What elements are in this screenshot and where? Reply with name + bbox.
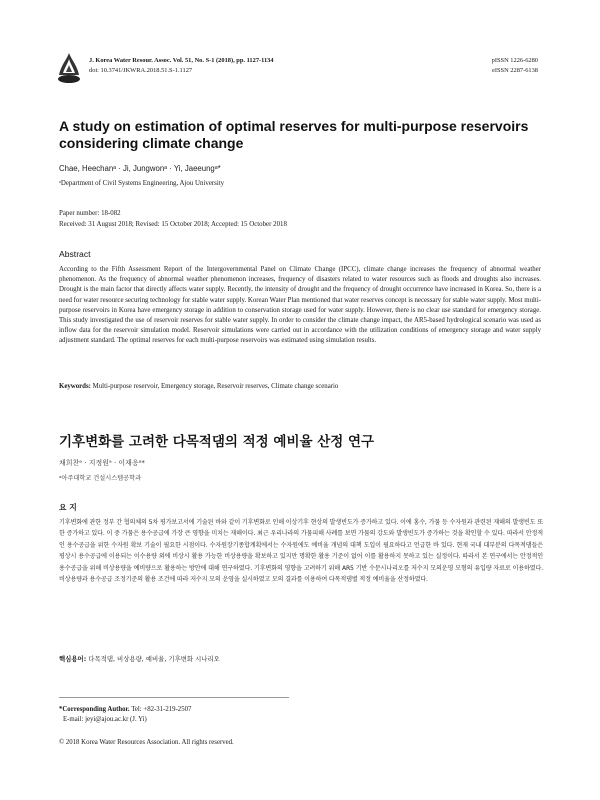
journal-logo-icon [56, 51, 82, 85]
journal-header [89, 56, 274, 76]
affiliation: ᵃDepartment of Civil Systems Engineering, Ajou University [59, 180, 225, 187]
korean-keywords [59, 654, 220, 663]
paper-title: A study on estimation of optimal reserves for multi-purpose reservoirs considering climate change [59, 118, 529, 151]
pissn: pISSN 1226-6280 [491, 57, 538, 64]
keywords-list: Multi-purpose reservoir, Emergency storage, Reservoir reserves, Climate change scenario [92, 383, 339, 390]
footnote-divider [59, 697, 289, 698]
journal-citation: J. Korea Water Resour. Assoc. Vol. 51, No. S-1 (2018), pp. 1127-1134 [89, 57, 274, 64]
received-dates: Received: 31 August 2018; Revised: 15 October 2018; Accepted: 15 October 2018 [59, 221, 287, 228]
abstract-heading: Abstract [59, 249, 91, 259]
paper-number: Paper number: 18-082 [59, 210, 121, 217]
corresponding-tel: Tel: +82-31-219-2507 [131, 706, 192, 713]
korean-keywords-label: 핵심용어: [59, 655, 87, 663]
author-list: Chae, Heechanᵃ · Ji, Jungwonᵃ · Yi, Jaeeungᵃ* [59, 164, 221, 173]
abstract-text: According to the Fifth Assessment Report of the Intergovernmental Panel on Climate Change (IPCC), climate change increases the frequency of abnormal weather phenomenon. As the frequency of abnormal weather phenomenon increases, frequency of disasters related to water resources such as floods and droughts also increases. Drought is the main factor that directly affects water supply. Recently, the intensity of drought and the frequency of drought occurrence have increased in Korea. So, there is a need for water resource securing technology for stable water supply. Korean Water Plan mentioned that water reserves concept is necessary for stable water supply. Most multi-purpose reservoirs in Korea have emergency storage in addition to conservation storage used for water supply. However, there is no clear use standard for emergency storage. This study investigated the use of reservoir reserves for stable water supply. In order to consider the climate change impact, the AR5-based hydrological scenario was used as inflow data for the reservoir simulation model. Reservoir simulations were carried out in accordance with the utilization conditions of emergency storage and water supply adjustment standard. The optimal reserves for each multi-purpose reservoirs was estimated using simulation results. [59, 266, 541, 345]
keywords [59, 383, 541, 390]
korean-affiliation: ᵃ아주대학교 건설시스템공학과 [59, 475, 142, 482]
issn-block [492, 56, 538, 76]
keywords-label: Keywords: [59, 383, 91, 390]
korean-keywords-list: 다목적댐, 비상용량, 예비율, 기후변화 시나리오 [88, 655, 220, 663]
copyright: © 2018 Korea Water Resources Association. All rights reserved. [59, 739, 234, 746]
korean-abstract-text: 기후변화에 관한 정부 간 협의체의 5차 평가보고서에 기술된 바와 같이 기후변화로 인해 이상기후 현상의 발생빈도가 증가하고 있다. 이에 홍수, 가뭄 등 수자원과 관련된 재해의 발생빈도 또한 증가하고 있다. 이 중 가뭄은 용수공급에 가장 큰 영향을 미치는 재해이다. 최근 우리나라의 가뭄피해 사례를 보면 가뭄의 강도와 발생빈도가 증가하는 것을 확인할 수 있다. 따라서 안정적인 용수공급을 위한 수자원 확보 기술이 필요한 시점이다. 수자원장기종합계획에서는 수자원에도 예비율 개념의 대책 도입이 필요하다고 언급한 바 있다. 현재 국내 대부분의 다목적댐들은 평상시 용수공급에 이용되는 이수용량 외에 비상시 활용 가능한 비상용량을 확보하고 있지만 명확한 활용 기준이 없어 이를 활용하지 못하고 있는 실정이다. 따라서 본 연구에서는 안정적인 용수공급을 위해 비상용량을 예비량으로 활용하는 방안에 대해 연구하였다. 기후변화의 영향을 고려하기 위해 AR5 기반 수문시나리오를 저수지 모의운영 모형의 유입량 자료로 이용하였다. 비상용량과 용수공급 조정기준의 활용 조건에 따라 저수지 모의 운영을 실시하였고 모의 결과를 이용하여 다목적댐별 적정 예비율을 산정하였다. [59, 519, 543, 584]
paper-meta [59, 208, 287, 230]
korean-authors: 채희찬ᵃ · 지정원ᵃ · 이재응ᵃ* [59, 459, 145, 467]
corresponding-email[interactable]: E-mail: jeyi@ajou.ac.kr (J. Yi) [63, 716, 147, 723]
korean-abstract-heading: 요 지 [59, 503, 77, 512]
corresponding-label: *Corresponding Author. [59, 706, 130, 713]
korean-title: 기후변화를 고려한 다목적댐의 적정 예비율 산정 연구 [59, 434, 375, 450]
corresponding-author [59, 705, 191, 725]
eissn: eISSN 2287-6138 [492, 67, 538, 74]
doi-link[interactable]: doi: 10.3741/JKWRA.2018.51.S-1.1127 [89, 67, 193, 74]
